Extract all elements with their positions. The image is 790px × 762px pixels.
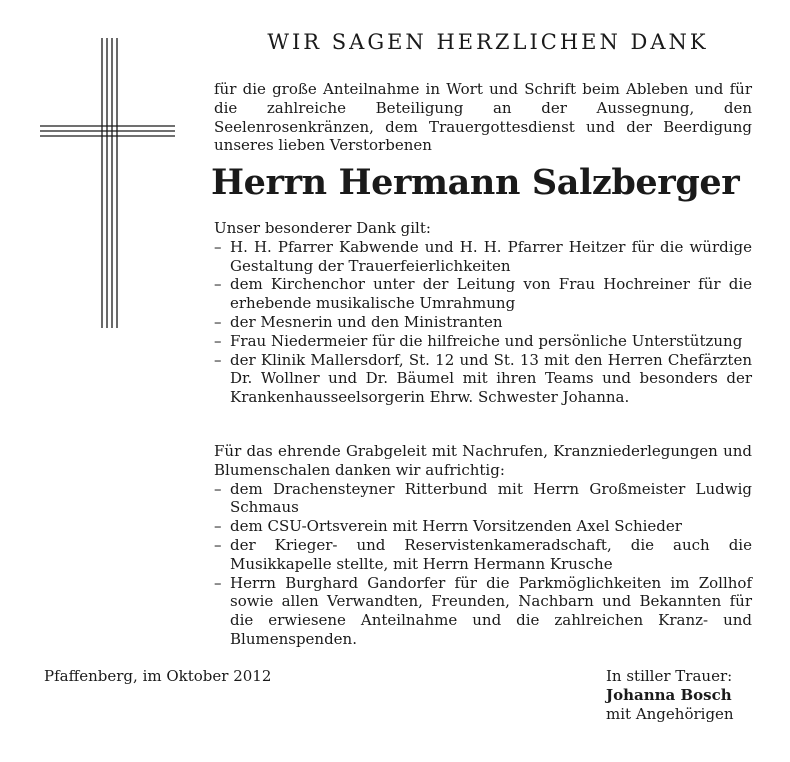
special-thanks-intro: Unser besonderer Dank gilt: bbox=[214, 219, 431, 237]
notice-heading: WIR SAGEN HERZLICHEN DANK bbox=[267, 30, 709, 54]
intro-paragraph: für die große Anteilnahme in Wort und Schrift beim Ableben und für die zahlreiche Beteiligung an der Aussegnung, den Seelenrosenkränzen, dem Trauergottesdienst und der Beerdigung unseres lieben Verstorbenen bbox=[214, 80, 752, 155]
special-thanks-section bbox=[214, 219, 752, 407]
cross-icon bbox=[40, 38, 175, 328]
escort-thanks-section bbox=[214, 442, 752, 649]
deceased-name: Herrn Hermann Salzberger bbox=[211, 162, 740, 203]
escort-thanks-list bbox=[214, 480, 752, 649]
list-item: – dem Kirchenchor unter der Leitung von Frau Hochreiner für die erhebende musikalische Umrahmung bbox=[214, 275, 752, 313]
list-item: – dem Drachensteyner Ritterbund mit Herrn Großmeister Ludwig Schmaus bbox=[214, 480, 752, 518]
list-item: – Frau Niedermeier für die hilfreiche und persönliche Unterstützung bbox=[214, 332, 752, 351]
list-item: – dem CSU-Ortsverein mit Herrn Vorsitzenden Axel Schieder bbox=[214, 517, 752, 536]
list-item: – H. H. Pfarrer Kabwende und H. H. Pfarrer Heitzer für die würdige Gestaltung der Trauerfeierlichkeiten bbox=[214, 238, 752, 276]
special-thanks-list bbox=[214, 238, 752, 407]
relatives-label: mit Angehörigen bbox=[606, 705, 734, 723]
mourning-label: In stiller Trauer: bbox=[606, 667, 733, 685]
list-item: – Herrn Burghard Gandorfer für die Parkmöglichkeiten im Zollhof sowie allen Verwandten, Freunden, Nachbarn und Bekannten für die erwiesene Anteilnahme und die zahlreichen Kranz- und Blumenspenden. bbox=[214, 574, 752, 649]
list-item: – der Krieger- und Reservistenkameradschaft, die auch die Musikkapelle stellte, mit Herrn Hermann Krusche bbox=[214, 536, 752, 574]
list-item: – der Mesnerin und den Ministranten bbox=[214, 313, 752, 332]
list-item: – der Klinik Mallersdorf, St. 12 und St. 13 mit den Herren Chefärzten Dr. Wollner und Dr. Bäumel mit ihren Teams und besonders der Krankenhausseelsorgerin Ehrw. Schwester Johanna. bbox=[214, 351, 752, 407]
place-date: Pfaffenberg, im Oktober 2012 bbox=[44, 667, 272, 685]
mourning-signature bbox=[606, 667, 734, 724]
escort-thanks-intro: Für das ehrende Grabgeleit mit Nachrufen, Kranzniederlegungen und Blumenschalen danken wir aufrichtig: bbox=[214, 442, 752, 479]
mourner-name: Johanna Bosch bbox=[606, 686, 732, 704]
